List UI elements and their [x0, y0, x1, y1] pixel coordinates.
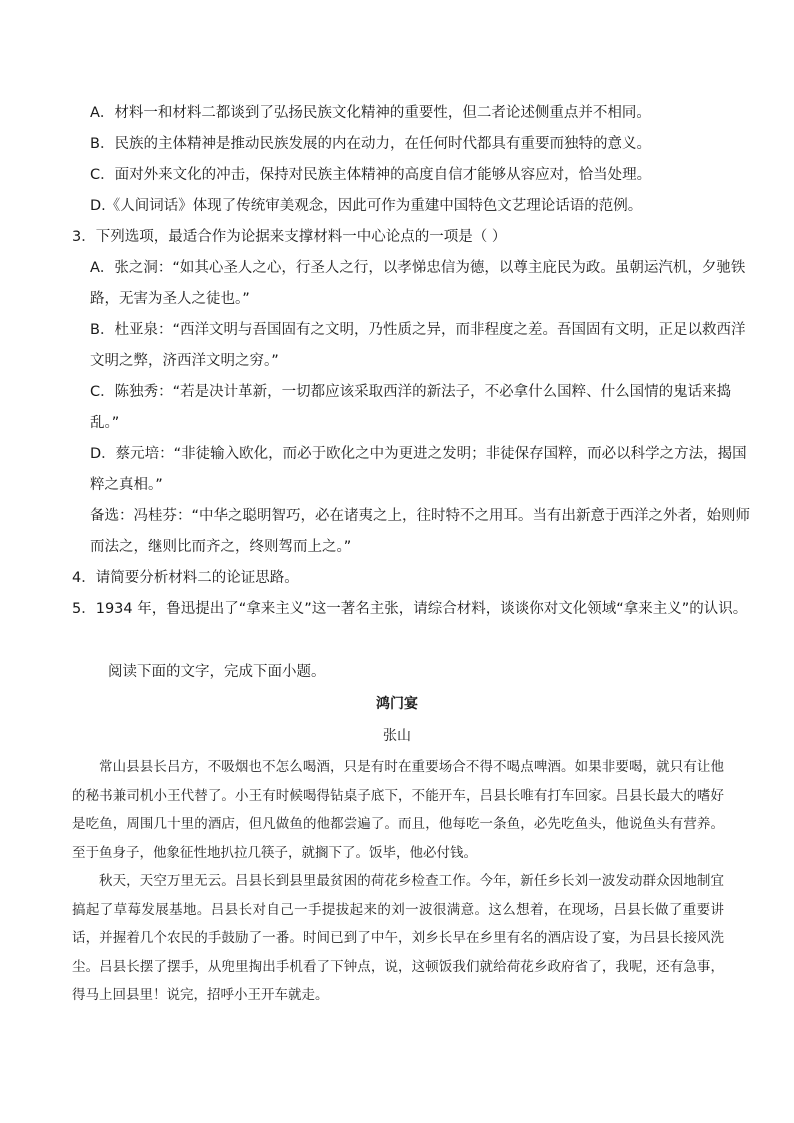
question-5: 5．1934 年，鲁迅提出了“拿来主义”这一著名主张，请综合材料，谈谈你对文化领域“拿来主义”的认识。: [72, 601, 748, 617]
passage-author: 张山: [383, 728, 411, 744]
passage-paragraph-2: 秋天，天空万里无云。吕县长到县里最贫困的荷花乡检查工作。今年，新任乡长刘一波发动群众因地制宜搞起了草莓发展基地。吕县长对自己一手提拔起来的刘一波很满意。这么想着，在现场，吕县长做了重要讲话，并握着几个农民的手鼓励了一番。时间已到了中午，刘乡长早在乡里有名的酒店设了宴，为吕县长接风洗尘。吕县长摆了摆手，从兜里掏出手机看了下钟点，说，这顿饭我们就给荷花乡政府省了，我呢，还有急事，得马上回县里！说完，招呼小王开车就走。: [72, 873, 724, 1003]
q2-option-c: C．面对外来文化的冲击，保持对民族主体精神的高度自信才能够从容应对，恰当处理。: [90, 167, 652, 183]
q3-option-c-line2: 乱。”: [90, 415, 120, 431]
q3-option-d-line2: 粹之真相。”: [90, 477, 163, 493]
q3-option-a-line2: 路，无害为圣人之徒也。”: [90, 291, 250, 307]
q2-option-d: D.《人间词话》体现了传统审美观念，因此可作为重建中国特色文艺理论话语的范例。: [90, 198, 643, 214]
passage-paragraph-1: 常山县县长吕方，不吸烟也不怎么喝酒，只是有时在重要场合不得不喝点啤酒。如果非要喝，就只有让他的秘书兼司机小王代替了。小王有时候喝得钻桌子底下，不能开车，吕县长唯有打车回家。吕县长最大的嗜好是吃鱼，周围几十里的酒店，但凡做鱼的他都尝遍了。而且，他每吃一条鱼，必先吃鱼头，他说鱼头有营养。至于鱼身子，他象征性地扒拉几筷子，就搁下了。饭毕，他必付钱。: [72, 759, 724, 861]
q3-stem: 3．下列选项，最适合作为论据来支撑材料一中心论点的一项是（ ）: [72, 229, 507, 245]
q2-option-a: A．材料一和材料二都谈到了弘扬民族文化精神的重要性，但二者论述侧重点并不相同。: [90, 105, 651, 121]
passage-title: 鸿门宴: [376, 696, 418, 712]
q3-alternate-line2: 而法之，继则比而齐之，终则驾而上之。”: [90, 539, 352, 555]
q3-option-a-line1: A．张之洞：“如其心圣人之心，行圣人之行，以孝悌忠信为德，以尊主庇民为政。虽朝运汽机，夕驰铁: [90, 260, 746, 276]
q3-option-d-line1: D．蔡元培：“非徒输入欧化，而必于欧化之中为更进之发明；非徒保存国粹，而必以科学之方法，揭国: [90, 446, 747, 462]
q3-option-b-line1: B．杜亚泉：“西洋文明与吾国固有之文明，乃性质之异，而非程度之差。吾国固有文明，正足以救西洋: [90, 322, 746, 338]
q2-option-b: B．民族的主体精神是推动民族发展的内在动力，在任何时代都具有重要而独特的意义。: [90, 136, 651, 152]
passage-body: [72, 753, 724, 1010]
passage-intro: 阅读下面的文字，完成下面小题。: [108, 664, 326, 680]
q3-alternate-line1: 备选：冯桂芬：“中华之聪明智巧，必在诸夷之上，往时特不之用耳。当有出新意于西洋之外者，始则师: [90, 508, 751, 524]
q3-option-b-line2: 文明之弊，济西洋文明之穷。”: [90, 353, 279, 369]
q3-option-c-line1: C．陈独秀：“若是决计革新，一切都应该采取西洋的新法子，不必拿什么国粹、什么国情的鬼话来捣: [90, 384, 732, 400]
question-4: 4．请简要分析材料二的论证思路。: [72, 570, 299, 586]
